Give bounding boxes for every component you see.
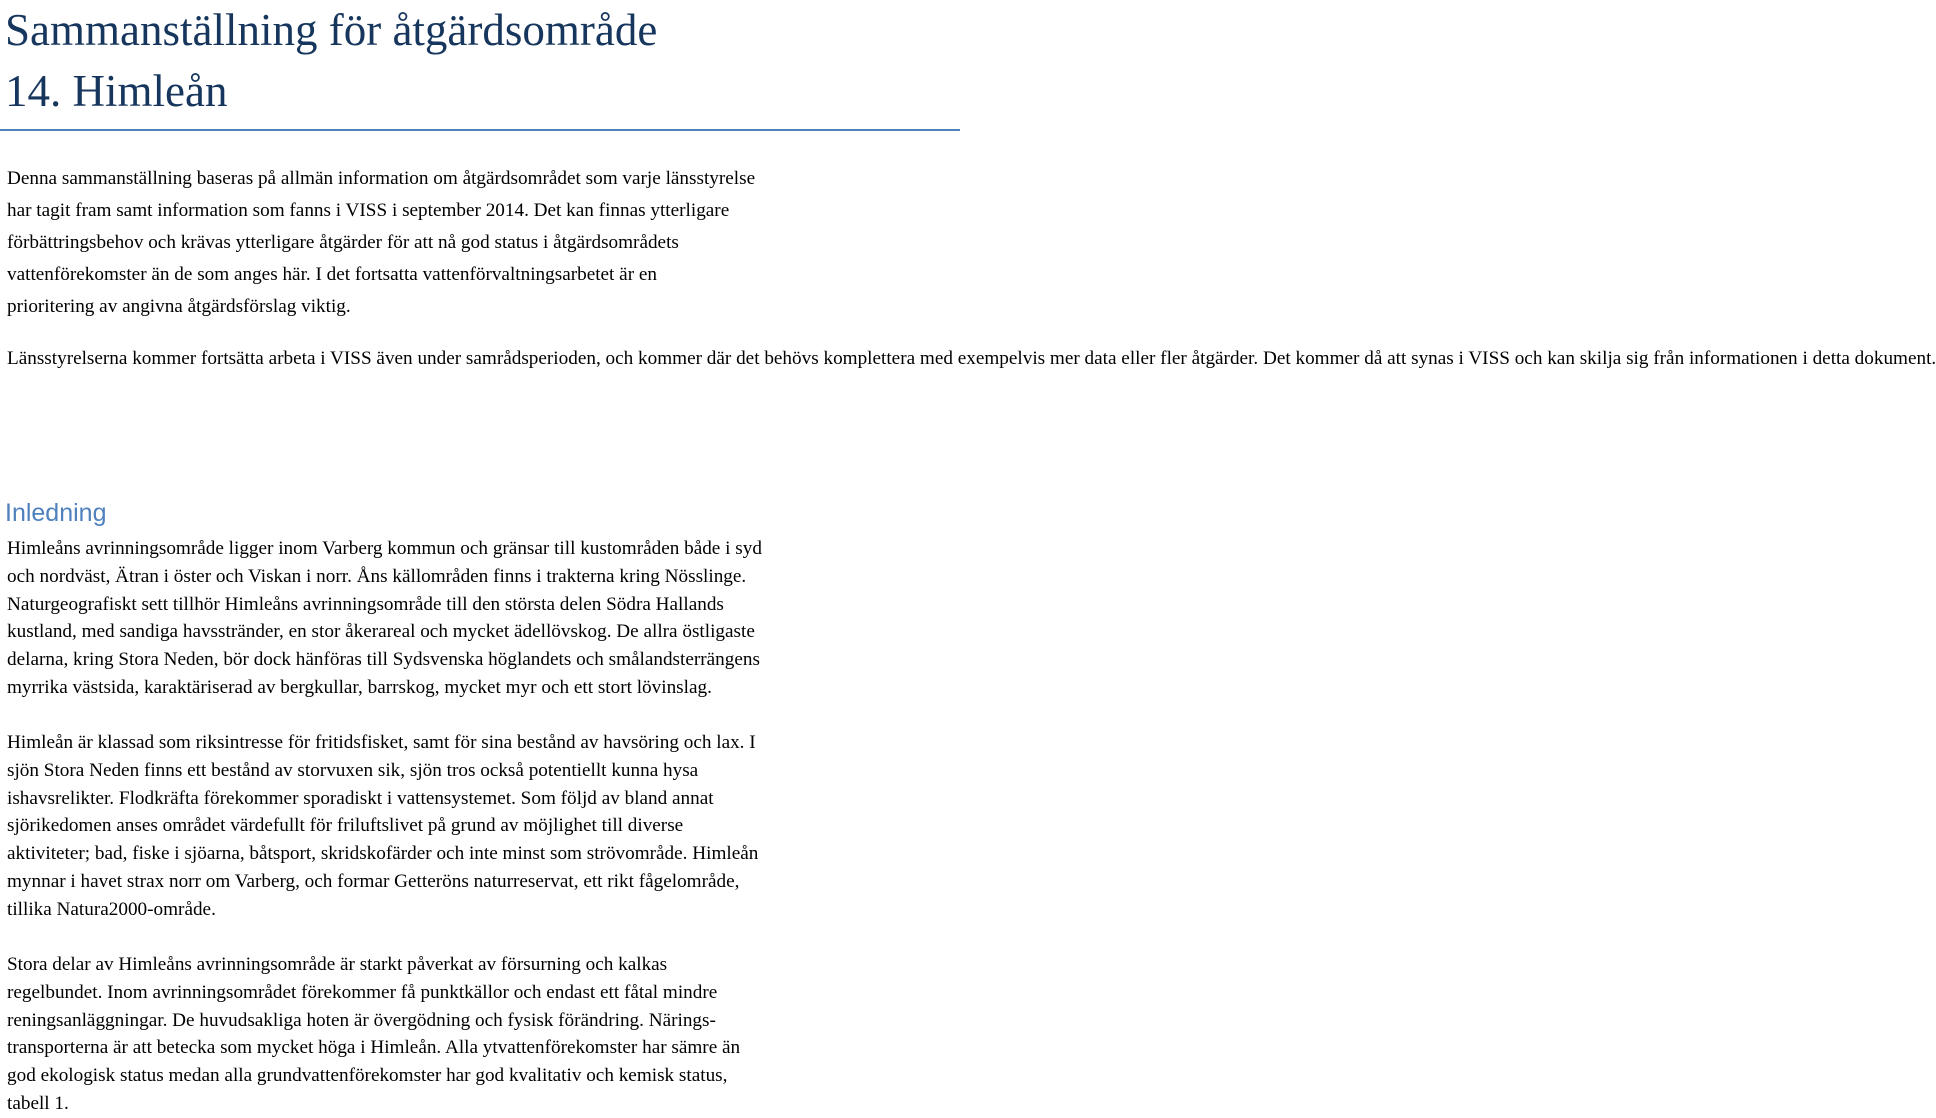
text-line: kustland, med sandiga havsstränder, en stor åkerareal och mycket ädellövskog. De allra östligaste bbox=[7, 621, 755, 643]
body-paragraph-3 bbox=[7, 951, 957, 1118]
text-line: Himleån är klassad som riksintresse för fritidsfisket, samt för sina bestånd av havsöring och lax. I bbox=[7, 732, 756, 753]
text-line: prioritering av angivna åtgärdsförslag viktig. bbox=[7, 296, 351, 317]
body-paragraph-2 bbox=[7, 729, 957, 924]
text-line: Naturgeografiskt sett tillhör Himleåns avrinningsområde till den största delen Södra Hallands bbox=[7, 593, 724, 615]
text-line: sjön Stora Neden finns ett bestånd av storvuxen sik, sjön tros också potentiellt kunna hysa bbox=[7, 759, 699, 781]
text-line: mynnar i havet strax norr om Varberg, och formar Getteröns naturreservat, ett rikt fågelområde, bbox=[7, 870, 740, 892]
intro-paragraph-2 bbox=[7, 343, 1936, 375]
text-line: sjörikedomen anses området värdefullt för friluftslivet på grund av möjlighet till diverse bbox=[7, 815, 684, 837]
text-line: myrrika västsida, karaktäriserad av bergkullar, barrskog, mycket myr och ett stort lövinslag. bbox=[7, 676, 712, 698]
text-line: reningsanläggningar. De huvudsakliga hoten är övergödning och fysisk förändring. Närings- bbox=[7, 1009, 716, 1031]
text-line: Länsstyrelserna kommer fortsätta arbeta i VISS även under samrådsperioden, och kommer där bbox=[7, 348, 732, 369]
text-line: delarna, kring Stora Neden, bör dock hänföras till Sydsvenska höglandets och smålandsterrängens bbox=[7, 649, 760, 671]
text-line: aktiviteter; bad, fiske i sjöarna, båtsport, skridskofärder och inte minst som strövområde. Himleån bbox=[7, 843, 759, 865]
text-line: ishavsrelikter. Flodkräfta förekommer sporadiskt i vattensystemet. Som följd av bland annat bbox=[7, 787, 714, 809]
document-title-line: Sammanställning för åtgärdsområde bbox=[5, 5, 658, 55]
text-line: och nordväst, Ätran i öster och Viskan i norr. Åns källområden finns i trakterna kring Nösslinge. bbox=[7, 565, 747, 587]
text-line: tabell 1. bbox=[7, 1092, 69, 1114]
text-line: tillika Natura2000-område. bbox=[7, 898, 216, 920]
text-line: har tagit fram samt information som fanns i VISS i september 2014. Det kan finnas ytterligare bbox=[7, 200, 730, 221]
body-paragraph-1 bbox=[7, 535, 957, 702]
section-heading: Inledning bbox=[5, 499, 107, 527]
intro-paragraph bbox=[7, 163, 957, 323]
text-line: transporterna är att betecka som mycket höga i Himleån. Alla ytvattenförekomster har sämre än bbox=[7, 1037, 741, 1059]
text-line: god ekologisk status medan alla grundvattenförekomster har god kvalitativ och kemisk status, bbox=[7, 1065, 728, 1087]
text-line: förbättringsbehov och krävas ytterligare åtgärder för att nå god status i åtgärdsområdets bbox=[7, 232, 679, 253]
document-title-line: 14. Himleån bbox=[5, 66, 228, 116]
text-line: Denna sammanställning baseras på allmän information om åtgärdsområdet som varje länsstyrelse bbox=[7, 168, 756, 189]
text-line: regelbundet. Inom avrinningsområdet förekommer få punktkällor och endast ett fåtal mindre bbox=[7, 981, 718, 1003]
text-line: VISS och kan skilja sig från informationen i detta dokument. bbox=[1468, 348, 1936, 369]
text-line: Stora delar av Himleåns avrinningsområde är starkt påverkat av försurning och kalkas bbox=[7, 954, 668, 975]
text-line: det behövs komplettera med exempelvis mer data eller fler åtgärder. Det kommer då att synas i bbox=[736, 348, 1464, 369]
title-divider bbox=[0, 129, 960, 131]
text-line: vattenförekomster än de som anges här. I det fortsatta vattenförvaltningsarbetet är en bbox=[7, 264, 657, 285]
document-title bbox=[5, 0, 955, 122]
text-line: Himleåns avrinningsområde ligger inom Varberg kommun och gränsar till kustområden både i syd bbox=[7, 538, 762, 559]
